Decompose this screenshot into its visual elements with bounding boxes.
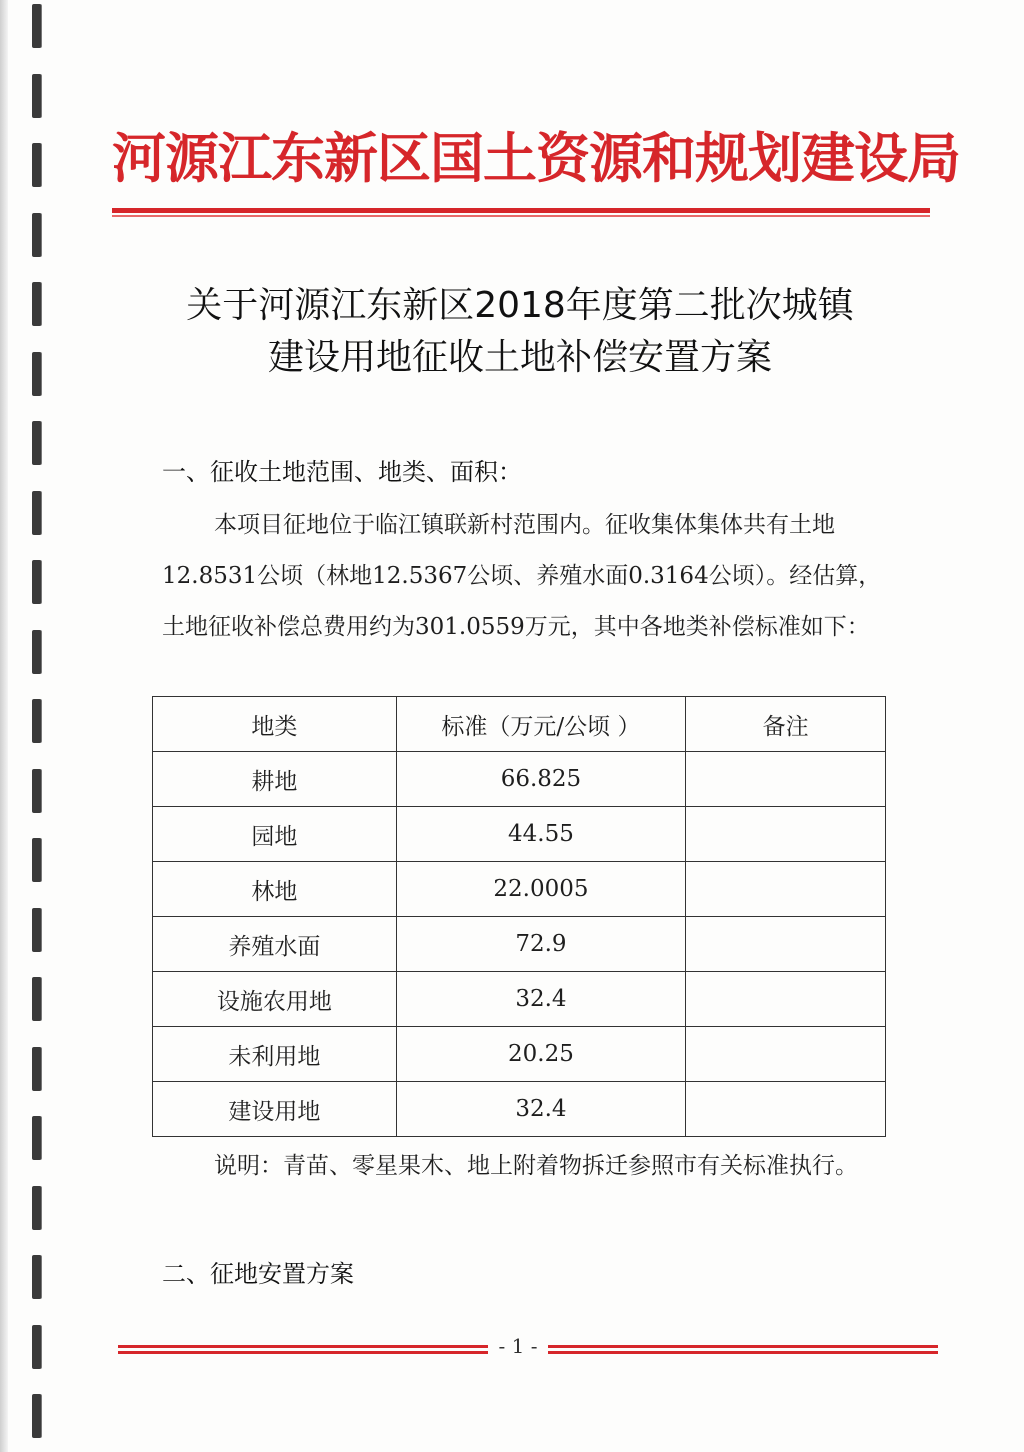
cell-remark	[686, 1082, 886, 1137]
letterhead-rule	[112, 208, 930, 213]
binding-hole	[32, 143, 41, 187]
binding-hole	[32, 560, 41, 604]
title-line-2: 建设用地征收土地补偿安置方案	[267, 337, 772, 378]
page-number: - 1 -	[488, 1334, 548, 1358]
table-row	[153, 917, 886, 972]
binding-hole	[32, 1116, 41, 1160]
cell-standard: 44.55	[396, 807, 686, 862]
binding-hole	[32, 4, 41, 48]
binding-hole	[32, 1255, 41, 1299]
header-land-type: 地类	[153, 697, 397, 752]
section-2-heading: 二、征地安置方案	[162, 1260, 354, 1288]
binding-hole	[32, 630, 41, 674]
cell-remark	[686, 1027, 886, 1082]
cell-standard: 20.25	[396, 1027, 686, 1082]
cell-land-type: 养殖水面	[153, 917, 397, 972]
cell-land-type: 园地	[153, 807, 397, 862]
compensation-table	[152, 696, 886, 1137]
cell-standard: 32.4	[396, 972, 686, 1027]
binding-hole	[32, 421, 41, 465]
cell-land-type: 设施农用地	[153, 972, 397, 1027]
binding-hole	[32, 282, 41, 326]
binding-hole	[32, 1047, 41, 1091]
header-standard: 标准（万元/公顷 ）	[396, 697, 686, 752]
binding-hole	[32, 1325, 41, 1369]
binding-hole	[32, 1394, 41, 1438]
binding-hole	[32, 1186, 41, 1230]
cell-land-type: 林地	[153, 862, 397, 917]
cell-standard: 66.825	[396, 752, 686, 807]
letterhead-rule-thin	[112, 215, 930, 217]
binding-hole	[32, 699, 41, 743]
binding-hole	[32, 74, 41, 118]
binding-hole	[32, 908, 41, 952]
binding-hole	[32, 352, 41, 396]
binding-holes	[30, 0, 50, 1452]
cell-standard: 32.4	[396, 1082, 686, 1137]
cell-land-type: 耕地	[153, 752, 397, 807]
section-1-paragraph-text: 本项目征地位于临江镇联新村范围内。征收集体集体共有土地12.8531公顷（林地12.5367公顷、养殖水面0.3164公顷）。经估算，土地征收补偿总费用约为301.0559万元，其中各地类补偿标准如下：	[162, 512, 882, 640]
table-note-text: 说明：青苗、零星果木、地上附着物拆迁参照市有关标准执行。	[214, 1153, 858, 1179]
cell-remark	[686, 862, 886, 917]
binding-hole	[32, 977, 41, 1021]
table-row	[153, 752, 886, 807]
cell-remark	[686, 972, 886, 1027]
letterhead: 河源江东新区国土资源和规划建设局	[112, 126, 960, 190]
table-row	[153, 1082, 886, 1137]
table-note	[162, 1140, 882, 1192]
section-1-paragraph	[162, 500, 882, 653]
cell-remark	[686, 917, 886, 972]
document-title	[120, 280, 920, 384]
table-row	[153, 862, 886, 917]
cell-standard: 22.0005	[396, 862, 686, 917]
table-row	[153, 807, 886, 862]
binding-hole	[32, 769, 41, 813]
table-header-row	[153, 697, 886, 752]
cell-land-type: 未利用地	[153, 1027, 397, 1082]
table-row	[153, 1027, 886, 1082]
section-1-heading: 一、征收土地范围、地类、面积：	[162, 458, 522, 486]
cell-remark	[686, 807, 886, 862]
cell-standard: 72.9	[396, 917, 686, 972]
binding-hole	[32, 213, 41, 257]
header-remark: 备注	[686, 697, 886, 752]
binding-hole	[32, 491, 41, 535]
page-edge	[0, 0, 8, 1452]
title-line-1: 关于河源江东新区2018年度第二批次城镇	[186, 285, 854, 326]
table-row	[153, 972, 886, 1027]
binding-hole	[32, 838, 41, 882]
cell-land-type: 建设用地	[153, 1082, 397, 1137]
cell-remark	[686, 752, 886, 807]
